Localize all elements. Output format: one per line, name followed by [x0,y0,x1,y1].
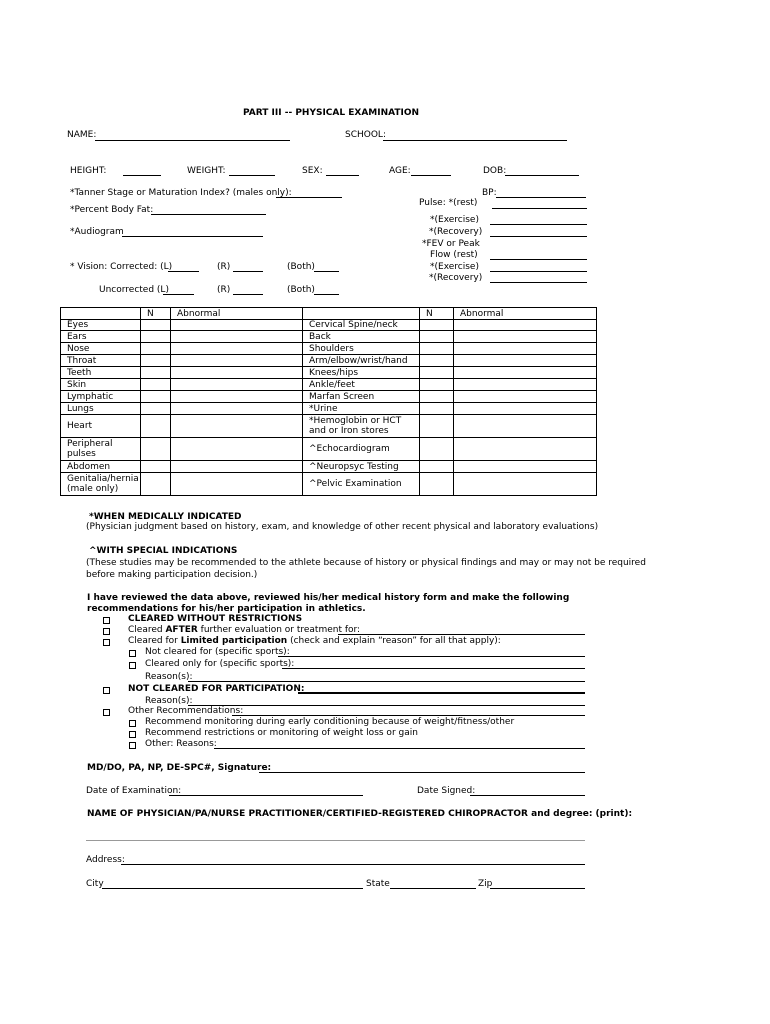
exam-item-label: ^Pelvic Examination [309,479,402,489]
limited-text-b: Limited participation [180,636,288,646]
exam-item-right [303,355,420,367]
rec-restrict-label: Recommend restrictions or monitoring of weight loss or gain [145,728,418,738]
table-row [61,461,597,473]
weight-field[interactable] [229,175,275,176]
abnormal-cell[interactable] [171,403,303,415]
exam-item-label: Ankle/feet [309,379,355,390]
audiogram-field[interactable] [122,236,263,237]
vision-both-label: (Both) [287,262,315,272]
not-cleared-label: NOT CLEARED FOR PARTICIPATION: [128,684,305,694]
signature-field[interactable] [259,772,585,773]
tanner-label: *Tanner Stage or Maturation Index? (males only): [70,188,292,198]
abnormal-cell[interactable] [454,391,597,403]
table-row [61,415,597,438]
exam-item-label: Abdomen [67,461,111,472]
zip-field[interactable] [490,888,585,889]
vision-corrected-label: * Vision: Corrected: (L) [70,262,173,272]
date-exam-field[interactable] [169,795,363,796]
normal-cell[interactable] [141,438,171,461]
exam-item-label: Shoulders [309,343,354,354]
other-reasons-label: Other: Reasons: [145,739,217,749]
header-n-left: N [141,308,171,320]
exam-item-right [303,320,420,331]
table-row [61,438,597,461]
exam-item-label: *Urine [309,403,338,414]
cleared-after-text-c: further evaluation or treatment for: [197,625,361,635]
rec-restrict-checkbox[interactable] [129,731,136,738]
other-recommendations-field[interactable] [232,715,585,716]
exam-item-right [303,391,420,403]
exam-item-label: *Hemoglobin or HCT [309,416,402,426]
exam-item-label: Throat [67,355,97,366]
abnormal-cell[interactable] [454,343,597,355]
header-n-right: N [420,308,454,320]
pulse-rest-field[interactable] [492,208,587,209]
exam-table [60,307,597,496]
weight-label: WEIGHT: [187,166,226,176]
cleared-after-label [128,625,360,636]
abnormal-cell[interactable] [171,355,303,367]
age-label: AGE: [389,166,411,176]
school-field[interactable] [383,140,567,141]
exam-item-right [303,403,420,415]
special-indications-text-1: (These studies may be recommended to the athlete because of history or physical findings and may or may not be required [86,558,646,568]
exam-item-right [303,367,420,379]
signature-label: MD/DO, PA, NP, DE-SPC#, Signature: [87,763,272,773]
exam-item-label: Lungs [67,403,94,414]
flow-rest-label: Flow (rest) [430,250,478,260]
exam-item-label: Knees/hips [309,367,359,378]
sex-field[interactable] [326,175,359,176]
rec-monitor-label: Recommend monitoring during early conditioning because of weight/fitness/other [145,717,515,727]
height-field[interactable] [123,175,161,176]
address-label: Address: [86,855,125,865]
other-reasons-field[interactable] [214,748,585,749]
limited-text-c: (check and explain “reason” for all that apply): [287,636,501,646]
exam-item-left [61,473,141,496]
body-fat-label: *Percent Body Fat: [70,205,154,215]
header-abnormal-left: Abnormal [171,308,303,320]
table-row [61,391,597,403]
abnormal-cell[interactable] [171,379,303,391]
normal-cell[interactable] [420,403,454,415]
fev-exercise-field[interactable] [490,271,587,272]
not-cleared-for-label: Not cleared for (specific sports): [145,647,290,657]
exam-item-left [61,379,141,391]
vision-uncorrected-both-field[interactable] [314,294,339,295]
limited-text-a: Cleared for [128,636,181,646]
dob-label: DOB: [483,166,507,176]
bp-field[interactable] [496,197,586,198]
exam-item-label: Marfan Screen [309,391,375,402]
abnormal-cell[interactable] [171,331,303,343]
exam-item-label: Heart [67,421,93,431]
normal-cell[interactable] [420,331,454,343]
page-title: PART III -- PHYSICAL EXAMINATION [243,108,420,118]
table-row [61,473,597,496]
table-row [61,331,597,343]
exam-item-right [303,379,420,391]
normal-cell[interactable] [141,320,171,331]
header-blank-right [303,308,420,320]
normal-cell[interactable] [141,331,171,343]
normal-cell[interactable] [420,367,454,379]
fev-exercise-label: *(Exercise) [430,262,479,272]
exam-item-label: Peripheral [67,439,113,449]
header-abnormal-right: Abnormal [454,308,597,320]
tanner-field[interactable] [276,197,342,198]
table-row [61,403,597,415]
normal-cell[interactable] [141,391,171,403]
normal-cell[interactable] [141,473,171,496]
exam-item-right [303,415,420,438]
cleared-only-for-label: Cleared only for (specific sports): [145,659,295,669]
exam-item-left [61,391,141,403]
audiogram-label: *Audiogram [70,227,124,237]
zip-label: Zip [478,879,493,889]
pulse-exercise-field[interactable] [490,224,587,225]
name-label: NAME: [67,130,97,140]
other-recommendations-checkbox[interactable] [103,709,110,716]
abnormal-cell[interactable] [454,331,597,343]
vision-corrected-both-field[interactable] [314,271,339,272]
table-row [61,367,597,379]
medically-indicated-text: (Physician judgment based on history, exam, and knowledge of other recent physical and laboratory evaluations) [86,522,599,532]
not-cleared-reasons-label: Reason(s): [145,696,193,706]
vision-uncorrected-right-field[interactable] [233,294,263,295]
name-print-field[interactable] [86,840,585,841]
abnormal-cell[interactable] [171,320,303,331]
body-fat-field[interactable] [151,214,266,215]
abnormal-cell[interactable] [171,473,303,496]
exam-item-label: Ears [67,331,87,342]
abnormal-cell[interactable] [454,367,597,379]
pulse-rest-label: Pulse: *(rest) [419,198,478,208]
exam-item-label: Eyes [67,320,89,330]
normal-cell[interactable] [420,391,454,403]
exam-item-left [61,415,141,438]
bp-label: BP: [482,188,497,198]
normal-cell[interactable] [420,320,454,331]
vision-corrected-right-field[interactable] [233,271,263,272]
vision-corrected-left-field[interactable] [168,271,199,272]
review-statement-1: I have reviewed the data above, reviewed his/her medical history form and make the following [87,593,570,603]
other-reasons-checkbox[interactable] [129,742,136,749]
dob-field[interactable] [505,175,579,176]
other-recommendations-label: Other Recommendations: [128,706,244,716]
normal-cell[interactable] [141,343,171,355]
name-field[interactable] [95,140,290,141]
uncorrected-both-label: (Both) [287,285,315,295]
exam-item-label: Back [309,331,331,342]
state-label: State [366,879,390,889]
state-field[interactable] [390,888,476,889]
abnormal-cell[interactable] [171,438,303,461]
height-label: HEIGHT: [70,166,107,176]
exam-item-left [61,403,141,415]
abnormal-cell[interactable] [171,391,303,403]
exam-item-right [303,331,420,343]
fev-rest-field[interactable] [490,259,587,260]
exam-item-label: (male only) [67,484,119,494]
normal-cell[interactable] [420,343,454,355]
not-cleared-for-checkbox[interactable] [129,650,136,657]
cleared-after-checkbox[interactable] [103,628,110,635]
normal-cell[interactable] [141,415,171,438]
age-field[interactable] [411,175,451,176]
exam-item-left [61,438,141,461]
abnormal-cell[interactable] [454,415,597,438]
rec-monitor-checkbox[interactable] [129,720,136,727]
pulse-recovery-field[interactable] [490,236,587,237]
vision-right-label: (R) [217,262,231,272]
exam-item-right [303,343,420,355]
exam-item-label: pulses [67,449,96,459]
normal-cell[interactable] [420,355,454,367]
not-cleared-field[interactable] [298,692,585,694]
normal-cell[interactable] [420,438,454,461]
exam-item-label: Cervical Spine/neck [309,320,398,330]
date-exam-label: Date of Examination: [86,786,182,796]
not-cleared-checkbox[interactable] [103,687,110,694]
sex-label: SEX: [302,166,323,176]
city-label: City [86,879,104,889]
fev-recovery-label: *(Recovery) [429,273,483,283]
abnormal-cell[interactable] [454,461,597,473]
abnormal-cell[interactable] [171,343,303,355]
normal-cell[interactable] [420,415,454,438]
exam-item-label: ^Neuropsyc Testing [309,461,399,472]
medically-indicated-title: *WHEN MEDICALLY INDICATED [89,512,242,522]
fev-recovery-field[interactable] [490,282,587,283]
exam-item-label: Genitalia/hernia [67,474,139,484]
abnormal-cell[interactable] [454,473,597,496]
abnormal-cell[interactable] [454,355,597,367]
review-statement-2: recommendations for his/her participation in athletics. [87,604,366,614]
abnormal-cell[interactable] [454,379,597,391]
city-field[interactable] [102,888,363,889]
fev-label: *FEV or Peak [422,239,480,249]
exam-item-label: Lymphatic [67,391,114,402]
address-field[interactable] [121,864,585,865]
table-row [61,379,597,391]
abnormal-cell[interactable] [454,320,597,331]
limited-reasons-label: Reason(s): [145,672,193,682]
cleared-only-for-field[interactable] [282,668,585,669]
exam-item-left [61,320,141,331]
limited-label [128,636,501,647]
special-indications-title: ^WITH SPECIAL INDICATIONS [89,546,238,556]
uncorrected-label: Uncorrected (L) [99,285,169,295]
abnormal-cell[interactable] [454,438,597,461]
not-cleared-for-field[interactable] [278,656,585,657]
uncorrected-right-label: (R) [217,285,231,295]
vision-uncorrected-left-field[interactable] [163,294,194,295]
not-cleared-reasons-field[interactable] [188,705,585,706]
exercise-label: *(Exercise) [430,215,479,225]
exam-table-header [61,308,597,320]
limited-checkbox[interactable] [103,639,110,646]
recovery-label: *(Recovery) [429,227,483,237]
name-print-label: NAME OF PHYSICIAN/PA/NURSE PRACTITIONER/CERTIFIED-REGISTERED CHIROPRACTOR and degree: (print): [87,809,633,819]
exam-item-left [61,367,141,379]
table-row [61,343,597,355]
abnormal-cell[interactable] [171,461,303,473]
normal-cell[interactable] [141,367,171,379]
exam-item-label: Skin [67,379,87,390]
exam-item-label: and or Iron stores [309,426,389,436]
header-blank-left [61,308,141,320]
cleared-after-text-b: AFTER [165,625,198,635]
abnormal-cell[interactable] [171,415,303,438]
school-label: SCHOOL: [345,130,386,140]
normal-cell[interactable] [141,379,171,391]
abnormal-cell[interactable] [454,403,597,415]
exam-item-label: Nose [67,343,90,354]
exam-item-label: Teeth [67,367,92,378]
exam-item-right [303,473,420,496]
cleared-checkbox[interactable] [103,617,110,624]
cleared-after-text-a: Cleared [128,625,166,635]
normal-cell[interactable] [420,461,454,473]
abnormal-cell[interactable] [171,367,303,379]
date-signed-field[interactable] [470,795,585,796]
exam-item-left [61,461,141,473]
exam-item-label: Arm/elbow/wrist/hand [309,355,408,366]
normal-cell[interactable] [141,461,171,473]
special-indications-text-2: before making participation decision.) [86,570,258,580]
limited-reasons-field[interactable] [188,681,585,682]
exam-item-left [61,343,141,355]
normal-cell[interactable] [420,379,454,391]
cleared-only-for-checkbox[interactable] [129,662,136,669]
cleared-after-field[interactable] [338,634,585,635]
exam-item-left [61,331,141,343]
date-signed-label: Date Signed: [417,786,476,796]
exam-item-label: ^Echocardiogram [309,444,390,454]
exam-item-right [303,438,420,461]
exam-item-left [61,355,141,367]
normal-cell[interactable] [420,473,454,496]
table-row [61,355,597,367]
table-row [61,320,597,331]
normal-cell[interactable] [141,403,171,415]
cleared-label: CLEARED WITHOUT RESTRICTIONS [128,614,303,624]
exam-item-right [303,461,420,473]
normal-cell[interactable] [141,355,171,367]
